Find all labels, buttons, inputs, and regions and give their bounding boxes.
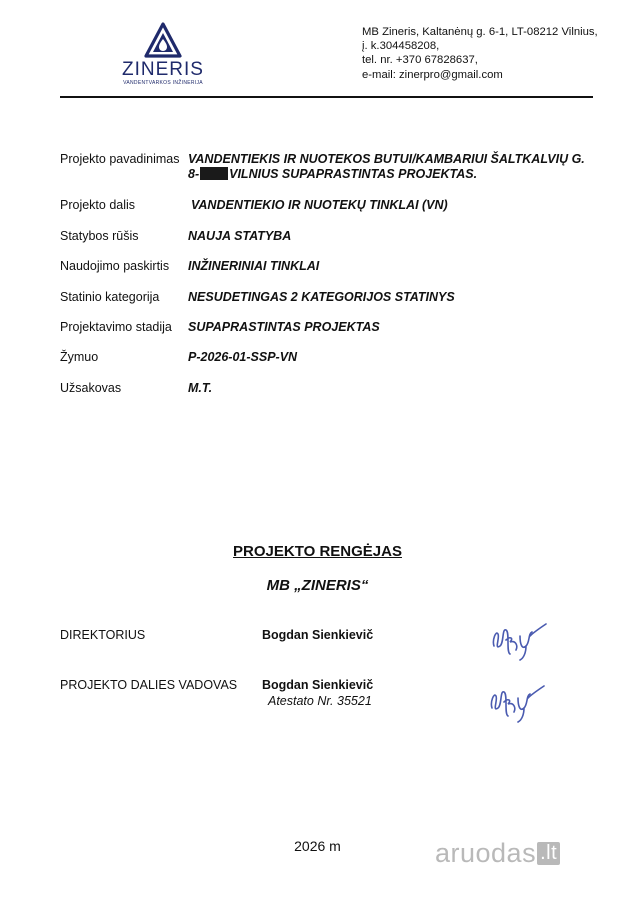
category-value: NESUDETINGAS 2 KATEGORIJOS STATINYS	[188, 290, 455, 304]
logo-tagline: VANDENTVARKOS INŽINERIJA	[123, 80, 203, 86]
logo-name: ZINERIS	[122, 59, 204, 80]
usage-value: INŽINERINIAI TINKLAI	[188, 259, 320, 273]
part-lead-certificate: Atestato Nr. 35521	[268, 694, 372, 708]
header-divider	[60, 96, 593, 98]
developer-company: MB „ZINERIS“	[266, 577, 369, 594]
project-name-value-line2	[188, 167, 477, 181]
project-part-label: Projekto dalis	[60, 198, 136, 212]
construction-type-label: Statybos rūšis	[60, 229, 139, 243]
director-role: DIREKTORIUS	[60, 628, 146, 642]
part-lead-signature-icon	[484, 676, 548, 724]
company-code: į. k.304458208,	[362, 40, 440, 53]
watermark-suffix: .lt	[537, 842, 560, 865]
director-name: Bogdan Sienkievič	[262, 628, 374, 642]
usage-label: Naudojimo paskirtis	[60, 259, 170, 273]
document-year: 2026 m	[294, 838, 341, 854]
construction-type-value: NAUJA STATYBA	[188, 229, 292, 243]
code-label: Žymuo	[60, 350, 99, 364]
part-lead-name: Bogdan Sienkievič	[262, 678, 374, 692]
project-name-value-line1: VANDENTIEKIS IR NUOTEKOS BUTUI/KAMBARIUI ŠALTKALVIŲ G.	[188, 152, 585, 166]
project-name-label: Projekto pavadinimas	[60, 152, 180, 166]
client-value: M.T.	[188, 381, 213, 395]
director-signature-icon	[486, 616, 550, 662]
project-part-value: VANDENTIEKIO IR NUOTEKŲ TINKLAI (VN)	[191, 198, 448, 212]
company-details	[362, 25, 598, 82]
company-phone: tel. nr. +370 67828637,	[362, 54, 478, 67]
redaction-block	[200, 167, 228, 180]
watermark	[435, 838, 560, 869]
stage-label: Projektavimo stadija	[60, 320, 172, 334]
developer-heading: PROJEKTO RENGĖJAS	[233, 543, 402, 560]
part-lead-role: PROJEKTO DALIES VADOVAS	[60, 678, 238, 692]
project-name-suffix: VILNIUS SUPAPRASTINTAS PROJEKTAS.	[229, 167, 478, 181]
code-value: P-2026-01-SSP-VN	[188, 350, 298, 364]
category-label: Statinio kategorija	[60, 290, 160, 304]
client-label: Užsakovas	[60, 381, 122, 395]
company-address: MB Zineris, Kaltanėnų g. 6-1, LT-08212 Vilnius,	[362, 26, 598, 38]
stage-value: SUPAPRASTINTAS PROJEKTAS	[188, 320, 380, 334]
company-email: e-mail: zinerpro@gmail.com	[362, 68, 503, 81]
project-name-address-part: 8-	[188, 167, 200, 181]
watermark-text: aruodas	[435, 838, 537, 868]
logo-mark-icon	[143, 22, 183, 62]
company-logo	[118, 22, 208, 92]
